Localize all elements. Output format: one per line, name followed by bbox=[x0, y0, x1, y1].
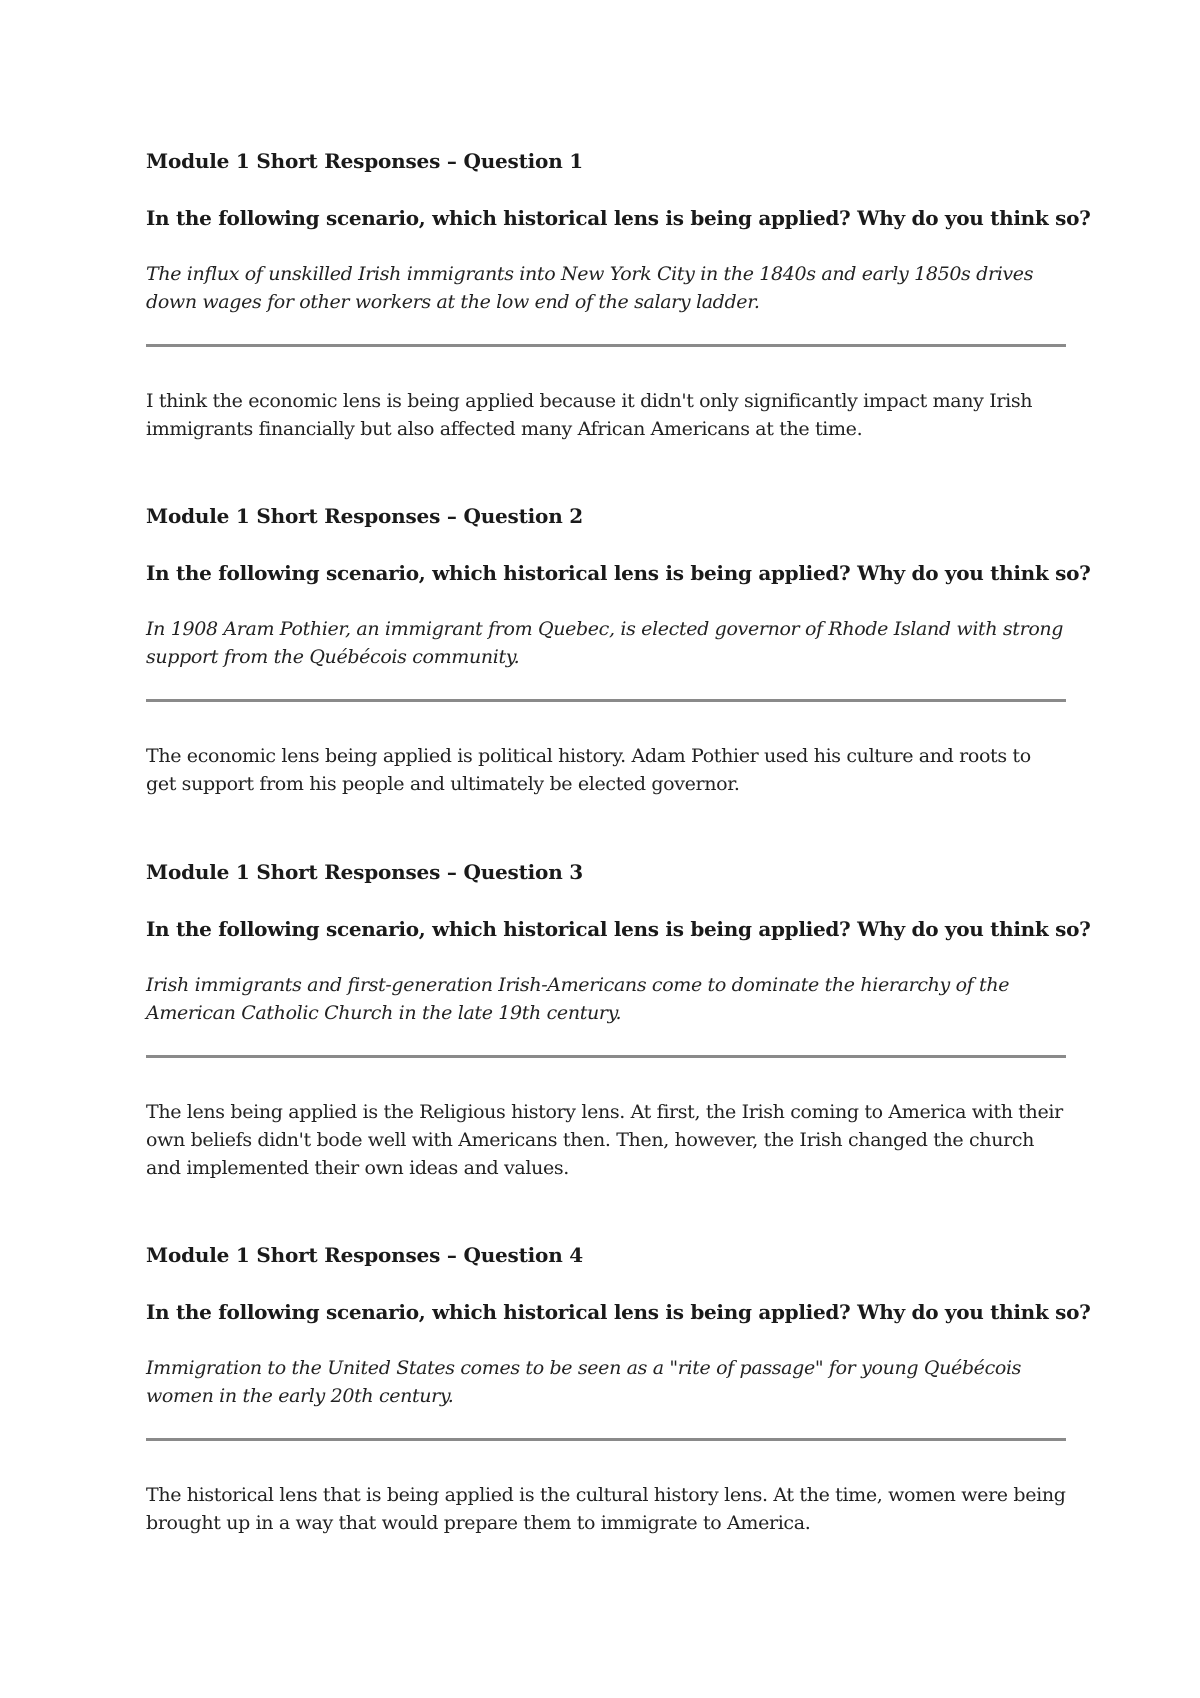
question-3-prompt: In the following scenario, which historical lens is being applied? Why do you think so? bbox=[146, 917, 1091, 941]
question-2-prompt: In the following scenario, which historical lens is being applied? Why do you think so? bbox=[146, 561, 1091, 585]
question-1-divider bbox=[146, 344, 1066, 347]
question-4-prompt: In the following scenario, which historical lens is being applied? Why do you think so? bbox=[146, 1300, 1091, 1324]
question-3-heading: Module 1 Short Responses – Question 3 bbox=[146, 860, 584, 884]
question-2-section bbox=[146, 502, 1091, 795]
question-4-section bbox=[146, 1241, 1091, 1534]
question-3-scenario: Irish immigrants and first-generation Irish-Americans come to dominate the hierarchy of the American Catholic Church in the late 19th century. bbox=[146, 974, 1010, 1024]
question-4-scenario: Immigration to the United States comes to be seen as a "rite of passage" for young Québécois women in the early 20th century. bbox=[146, 1357, 1022, 1407]
question-4-answer: The historical lens that is being applied is the cultural history lens. At the time, women were being brought up in a way that would prepare them to immigrate to America. bbox=[146, 1484, 1066, 1534]
question-1-prompt: In the following scenario, which historical lens is being applied? Why do you think so? bbox=[146, 206, 1091, 230]
question-1-heading: Module 1 Short Responses – Question 1 bbox=[146, 149, 584, 173]
question-1-section bbox=[146, 147, 1091, 440]
question-3-answer: The lens being applied is the Religious history lens. At first, the Irish coming to America with their own beliefs didn't bode well with Americans then. Then, however, the Irish changed the church and implemented their own ideas and values. bbox=[146, 1101, 1063, 1179]
question-2-answer: The economic lens being applied is political history. Adam Pothier used his culture and roots to get support from his people and ultimately be elected governor. bbox=[146, 745, 1031, 795]
question-2-divider bbox=[146, 699, 1066, 702]
question-3-section bbox=[146, 858, 1091, 1179]
question-1-answer: I think the economic lens is being applied because it didn't only significantly impact many Irish immigrants financially but also affected many African Americans at the time. bbox=[146, 390, 1033, 440]
question-4-heading: Module 1 Short Responses – Question 4 bbox=[146, 1243, 584, 1267]
question-4-divider bbox=[146, 1438, 1066, 1441]
question-2-heading: Module 1 Short Responses – Question 2 bbox=[146, 504, 584, 528]
question-3-divider bbox=[146, 1055, 1066, 1058]
question-1-scenario: The influx of unskilled Irish immigrants into New York City in the 1840s and early 1850s drives down wages for other workers at the low end of the salary ladder. bbox=[146, 263, 1034, 313]
question-2-scenario: In 1908 Aram Pothier, an immigrant from Quebec, is elected governor of Rhode Island with strong support from the Québécois community. bbox=[146, 618, 1064, 668]
